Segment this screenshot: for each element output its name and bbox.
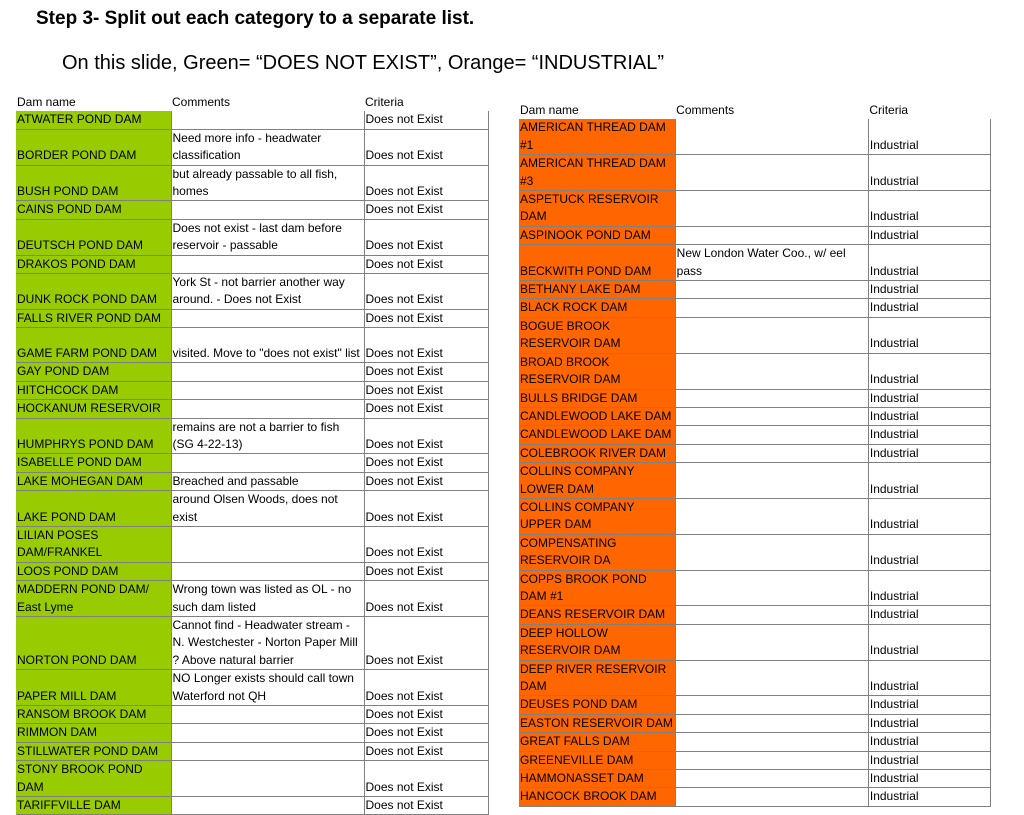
comment-cell — [675, 696, 868, 714]
dam-name-header: Dam name — [520, 103, 579, 117]
table-row — [519, 426, 991, 444]
comment-cell — [171, 201, 364, 219]
industrial-table — [519, 102, 991, 807]
comment-cell — [171, 381, 364, 399]
comment-cell — [171, 797, 364, 815]
criteria-cell: Does not Exist — [364, 201, 488, 219]
table-row — [519, 119, 991, 154]
table-row — [16, 742, 488, 760]
comment-cell — [675, 407, 868, 425]
dam-name-cell: DEEP RIVER RESERVOIR DAM — [519, 660, 675, 696]
dam-name-cell: DRAKOS POND DAM — [16, 255, 171, 273]
dam-name-cell: STILLWATER POND DAM — [16, 742, 171, 760]
table-header-row — [16, 94, 488, 111]
table-row — [519, 733, 991, 751]
criteria-header: Criteria — [365, 95, 404, 109]
dam-name-cell: STONY BROOK POND DAM — [16, 761, 171, 797]
criteria-cell: Does not Exist — [364, 670, 488, 706]
comment-cell — [171, 111, 364, 129]
dam-name-cell: AMERICAN THREAD DAM #1 — [519, 119, 675, 154]
dam-name-cell: HAMMONASSET DAM — [519, 770, 675, 788]
dam-name-cell: EASTON RESERVOIR DAM — [519, 714, 675, 732]
criteria-cell: Does not Exist — [364, 129, 488, 165]
dam-name-header: Dam name — [17, 95, 76, 109]
table-row — [519, 696, 991, 714]
comment-cell — [675, 155, 868, 191]
comment-cell — [675, 534, 868, 570]
comment-cell — [675, 463, 868, 499]
criteria-cell: Industrial — [868, 299, 990, 317]
table-row — [16, 274, 488, 310]
table-row — [16, 309, 488, 327]
dam-name-cell: MADDERN POND DAM/ East Lyme — [16, 581, 171, 617]
criteria-cell: Does not Exist — [364, 219, 488, 255]
comment-cell — [675, 299, 868, 317]
table-row — [16, 363, 488, 381]
table-row — [519, 660, 991, 696]
criteria-cell: Industrial — [868, 696, 990, 714]
dam-name-cell: RANSOM BROOK DAM — [16, 706, 171, 724]
dam-name-cell: CAINS POND DAM — [16, 201, 171, 219]
criteria-cell: Does not Exist — [364, 472, 488, 490]
dam-name-cell: CANDLEWOOD LAKE DAM — [519, 407, 675, 425]
table-row — [16, 706, 488, 724]
dam-name-cell: COLLINS COMPANY LOWER DAM — [519, 463, 675, 499]
dam-name-cell: BORDER POND DAM — [16, 129, 171, 165]
comment-cell — [675, 570, 868, 606]
criteria-cell: Does not Exist — [364, 706, 488, 724]
comment-cell — [675, 788, 868, 806]
comment-cell — [171, 742, 364, 760]
table-row — [519, 570, 991, 606]
dam-name-cell: DEANS RESERVOIR DAM — [519, 606, 675, 624]
comment-cell — [171, 454, 364, 472]
comment-cell — [171, 526, 364, 562]
dam-name-cell: LILIAN POSES DAM/FRANKEL — [16, 526, 171, 562]
table-row — [16, 201, 488, 219]
comment-cell — [171, 706, 364, 724]
table-header-row — [519, 102, 991, 119]
comment-cell: Cannot find - Headwater stream - N. Westchester - Norton Paper Mill ? Above natural barrier — [171, 616, 364, 669]
table-row — [16, 761, 488, 797]
criteria-cell: Industrial — [868, 226, 990, 244]
dam-name-cell: NORTON POND DAM — [16, 616, 171, 669]
dam-name-cell: ISABELLE POND DAM — [16, 454, 171, 472]
comment-cell — [675, 426, 868, 444]
dam-name-cell: BOGUE BROOK RESERVOIR DAM — [519, 317, 675, 353]
criteria-cell: Industrial — [868, 353, 990, 389]
criteria-cell: Industrial — [868, 714, 990, 732]
comment-cell: NO Longer exists should call town Waterford not QH — [171, 670, 364, 706]
criteria-cell: Does not Exist — [364, 526, 488, 562]
criteria-cell: Industrial — [868, 317, 990, 353]
dam-name-cell: TARIFFVILLE DAM — [16, 797, 171, 815]
criteria-cell: Does not Exist — [364, 616, 488, 669]
comment-cell — [675, 353, 868, 389]
table-row — [16, 219, 488, 255]
dam-name-cell: ASPINOOK POND DAM — [519, 226, 675, 244]
criteria-cell: Does not Exist — [364, 309, 488, 327]
criteria-cell: Industrial — [868, 660, 990, 696]
dam-name-cell: BULLS BRIDGE DAM — [519, 389, 675, 407]
dam-name-cell: DEEP HOLLOW RESERVOIR DAM — [519, 624, 675, 660]
table-row — [519, 389, 991, 407]
comment-cell: York St - not barrier another way around. - Does not Exist — [171, 274, 364, 310]
table-row — [16, 670, 488, 706]
comment-cell — [675, 281, 868, 299]
dam-name-cell: GAY POND DAM — [16, 363, 171, 381]
table-row — [519, 770, 991, 788]
slide-title: Step 3- Split out each category to a separate list. — [36, 8, 475, 29]
comment-cell — [675, 714, 868, 732]
dam-name-cell: RIMMON DAM — [16, 724, 171, 742]
comment-cell — [675, 660, 868, 696]
criteria-cell: Does not Exist — [364, 491, 488, 527]
criteria-cell: Does not Exist — [364, 328, 488, 363]
table-row — [16, 400, 488, 418]
comment-cell — [675, 191, 868, 227]
table-row — [519, 353, 991, 389]
dam-name-cell: PAPER MILL DAM — [16, 670, 171, 706]
comment-cell — [171, 363, 364, 381]
comment-cell — [675, 226, 868, 244]
table-row — [16, 328, 488, 363]
criteria-cell: Does not Exist — [364, 165, 488, 201]
comment-cell — [675, 624, 868, 660]
table-row — [519, 534, 991, 570]
table-row — [519, 317, 991, 353]
table-row — [519, 226, 991, 244]
comment-cell: around Olsen Woods, does not exist — [171, 491, 364, 527]
dam-name-cell: GREENEVILLE DAM — [519, 751, 675, 769]
dam-name-cell: FALLS RIVER POND DAM — [16, 309, 171, 327]
table-row — [519, 498, 991, 534]
table-row — [519, 751, 991, 769]
comment-cell: Need more info - headwater classification — [171, 129, 364, 165]
comment-cell — [675, 770, 868, 788]
criteria-cell: Industrial — [868, 426, 990, 444]
criteria-cell: Industrial — [868, 534, 990, 570]
criteria-cell: Industrial — [868, 498, 990, 534]
criteria-cell: Does not Exist — [364, 797, 488, 815]
dam-name-cell: COMPENSATING RESERVOIR DA — [519, 534, 675, 570]
criteria-cell: Does not Exist — [364, 381, 488, 399]
dam-name-cell: BETHANY LAKE DAM — [519, 281, 675, 299]
criteria-cell: Does not Exist — [364, 581, 488, 617]
dam-name-cell: HITCHCOCK DAM — [16, 381, 171, 399]
criteria-cell: Industrial — [868, 407, 990, 425]
dam-name-cell: GREAT FALLS DAM — [519, 733, 675, 751]
comment-cell — [675, 751, 868, 769]
comment-cell — [675, 119, 868, 154]
comment-cell — [171, 400, 364, 418]
criteria-cell: Industrial — [868, 444, 990, 462]
dam-name-cell: COLLINS COMPANY UPPER DAM — [519, 498, 675, 534]
criteria-cell: Industrial — [868, 463, 990, 499]
criteria-cell: Industrial — [868, 155, 990, 191]
dam-name-cell: ASPETUCK RESERVOIR DAM — [519, 191, 675, 227]
dam-name-cell: LAKE MOHEGAN DAM — [16, 472, 171, 490]
comment-cell — [675, 444, 868, 462]
dam-name-cell: BECKWITH POND DAM — [519, 245, 675, 281]
criteria-cell: Industrial — [868, 245, 990, 281]
criteria-cell: Does not Exist — [364, 255, 488, 273]
criteria-cell: Does not Exist — [364, 562, 488, 580]
criteria-cell: Does not Exist — [364, 454, 488, 472]
table-row — [16, 454, 488, 472]
table-row — [519, 714, 991, 732]
dam-name-cell: COPPS BROOK POND DAM #1 — [519, 570, 675, 606]
slide-subtitle: On this slide, Green= “DOES NOT EXIST”, Orange= “INDUSTRIAL” — [62, 52, 665, 74]
criteria-cell: Does not Exist — [364, 274, 488, 310]
comment-cell: visited. Move to "does not exist" list — [171, 328, 364, 363]
table-row — [16, 129, 488, 165]
dam-name-cell: HOCKANUM RESERVOIR — [16, 400, 171, 418]
table-row — [16, 797, 488, 815]
dam-name-cell: HUMPHRYS POND DAM — [16, 418, 171, 454]
dam-name-cell: BROAD BROOK RESERVOIR DAM — [519, 353, 675, 389]
criteria-cell: Industrial — [868, 733, 990, 751]
dam-name-cell: ATWATER POND DAM — [16, 111, 171, 129]
criteria-cell: Does not Exist — [364, 761, 488, 797]
dam-name-cell: DEUTSCH POND DAM — [16, 219, 171, 255]
table-row — [16, 418, 488, 454]
table-row — [519, 191, 991, 227]
criteria-cell: Does not Exist — [364, 400, 488, 418]
criteria-header: Criteria — [869, 103, 909, 117]
comment-cell — [675, 606, 868, 624]
table-row — [519, 624, 991, 660]
table-row — [519, 155, 991, 191]
criteria-cell: Industrial — [868, 191, 990, 227]
comment-cell — [171, 309, 364, 327]
comment-cell — [675, 498, 868, 534]
criteria-cell: Industrial — [868, 281, 990, 299]
comment-cell: Breached and passable — [171, 472, 364, 490]
comment-cell — [675, 389, 868, 407]
comment-cell — [675, 733, 868, 751]
table-row — [16, 491, 488, 527]
comment-cell — [171, 562, 364, 580]
dam-name-cell: HANCOCK BROOK DAM — [519, 788, 675, 806]
dam-name-cell: LOOS POND DAM — [16, 562, 171, 580]
dam-name-cell: DUNK ROCK POND DAM — [16, 274, 171, 310]
dam-name-cell: CANDLEWOOD LAKE DAM — [519, 426, 675, 444]
table-row — [16, 616, 488, 669]
dam-name-cell: BLACK ROCK DAM — [519, 299, 675, 317]
table-row — [519, 463, 991, 499]
table-row — [519, 299, 991, 317]
dam-name-cell: GAME FARM POND DAM — [16, 328, 171, 363]
table-row — [519, 407, 991, 425]
table-row — [16, 472, 488, 490]
comment-cell — [171, 255, 364, 273]
criteria-cell: Industrial — [868, 570, 990, 606]
comment-cell — [675, 317, 868, 353]
table-row — [16, 526, 488, 562]
comment-cell: remains are not a barrier to fish (SG 4-22-13) — [171, 418, 364, 454]
comment-cell: but already passable to all fish, homes — [171, 165, 364, 201]
table-row — [16, 255, 488, 273]
dam-name-cell: AMERICAN THREAD DAM #3 — [519, 155, 675, 191]
table-row — [16, 165, 488, 201]
dam-name-cell: COLEBROOK RIVER DAM — [519, 444, 675, 462]
comment-cell: Does not exist - last dam before reservoir - passable — [171, 219, 364, 255]
table-row — [16, 381, 488, 399]
table-row — [519, 245, 991, 281]
table-row — [16, 724, 488, 742]
table-row — [16, 111, 488, 129]
comments-header: Comments — [676, 103, 735, 117]
criteria-cell: Does not Exist — [364, 418, 488, 454]
dam-name-cell: LAKE POND DAM — [16, 491, 171, 527]
criteria-cell: Industrial — [868, 119, 990, 154]
table-row — [16, 562, 488, 580]
criteria-cell: Industrial — [868, 788, 990, 806]
comment-cell — [171, 724, 364, 742]
table-row — [16, 581, 488, 617]
dam-name-cell: DEUSES POND DAM — [519, 696, 675, 714]
table-row — [519, 788, 991, 806]
table-row — [519, 281, 991, 299]
comment-cell: New London Water Coo., w/ eel pass — [675, 245, 868, 281]
criteria-cell: Industrial — [868, 770, 990, 788]
criteria-cell: Industrial — [868, 389, 990, 407]
does-not-exist-table — [16, 94, 489, 815]
criteria-cell: Does not Exist — [364, 724, 488, 742]
comment-cell: Wrong town was listed as OL - no such dam listed — [171, 581, 364, 617]
criteria-cell: Industrial — [868, 624, 990, 660]
criteria-cell: Does not Exist — [364, 111, 488, 129]
criteria-cell: Does not Exist — [364, 363, 488, 381]
dam-name-cell: BUSH POND DAM — [16, 165, 171, 201]
comment-cell — [171, 761, 364, 797]
table-row — [519, 606, 991, 624]
criteria-cell: Does not Exist — [364, 742, 488, 760]
table-row — [519, 444, 991, 462]
criteria-cell: Industrial — [868, 751, 990, 769]
criteria-cell: Industrial — [868, 606, 990, 624]
comments-header: Comments — [172, 95, 231, 109]
